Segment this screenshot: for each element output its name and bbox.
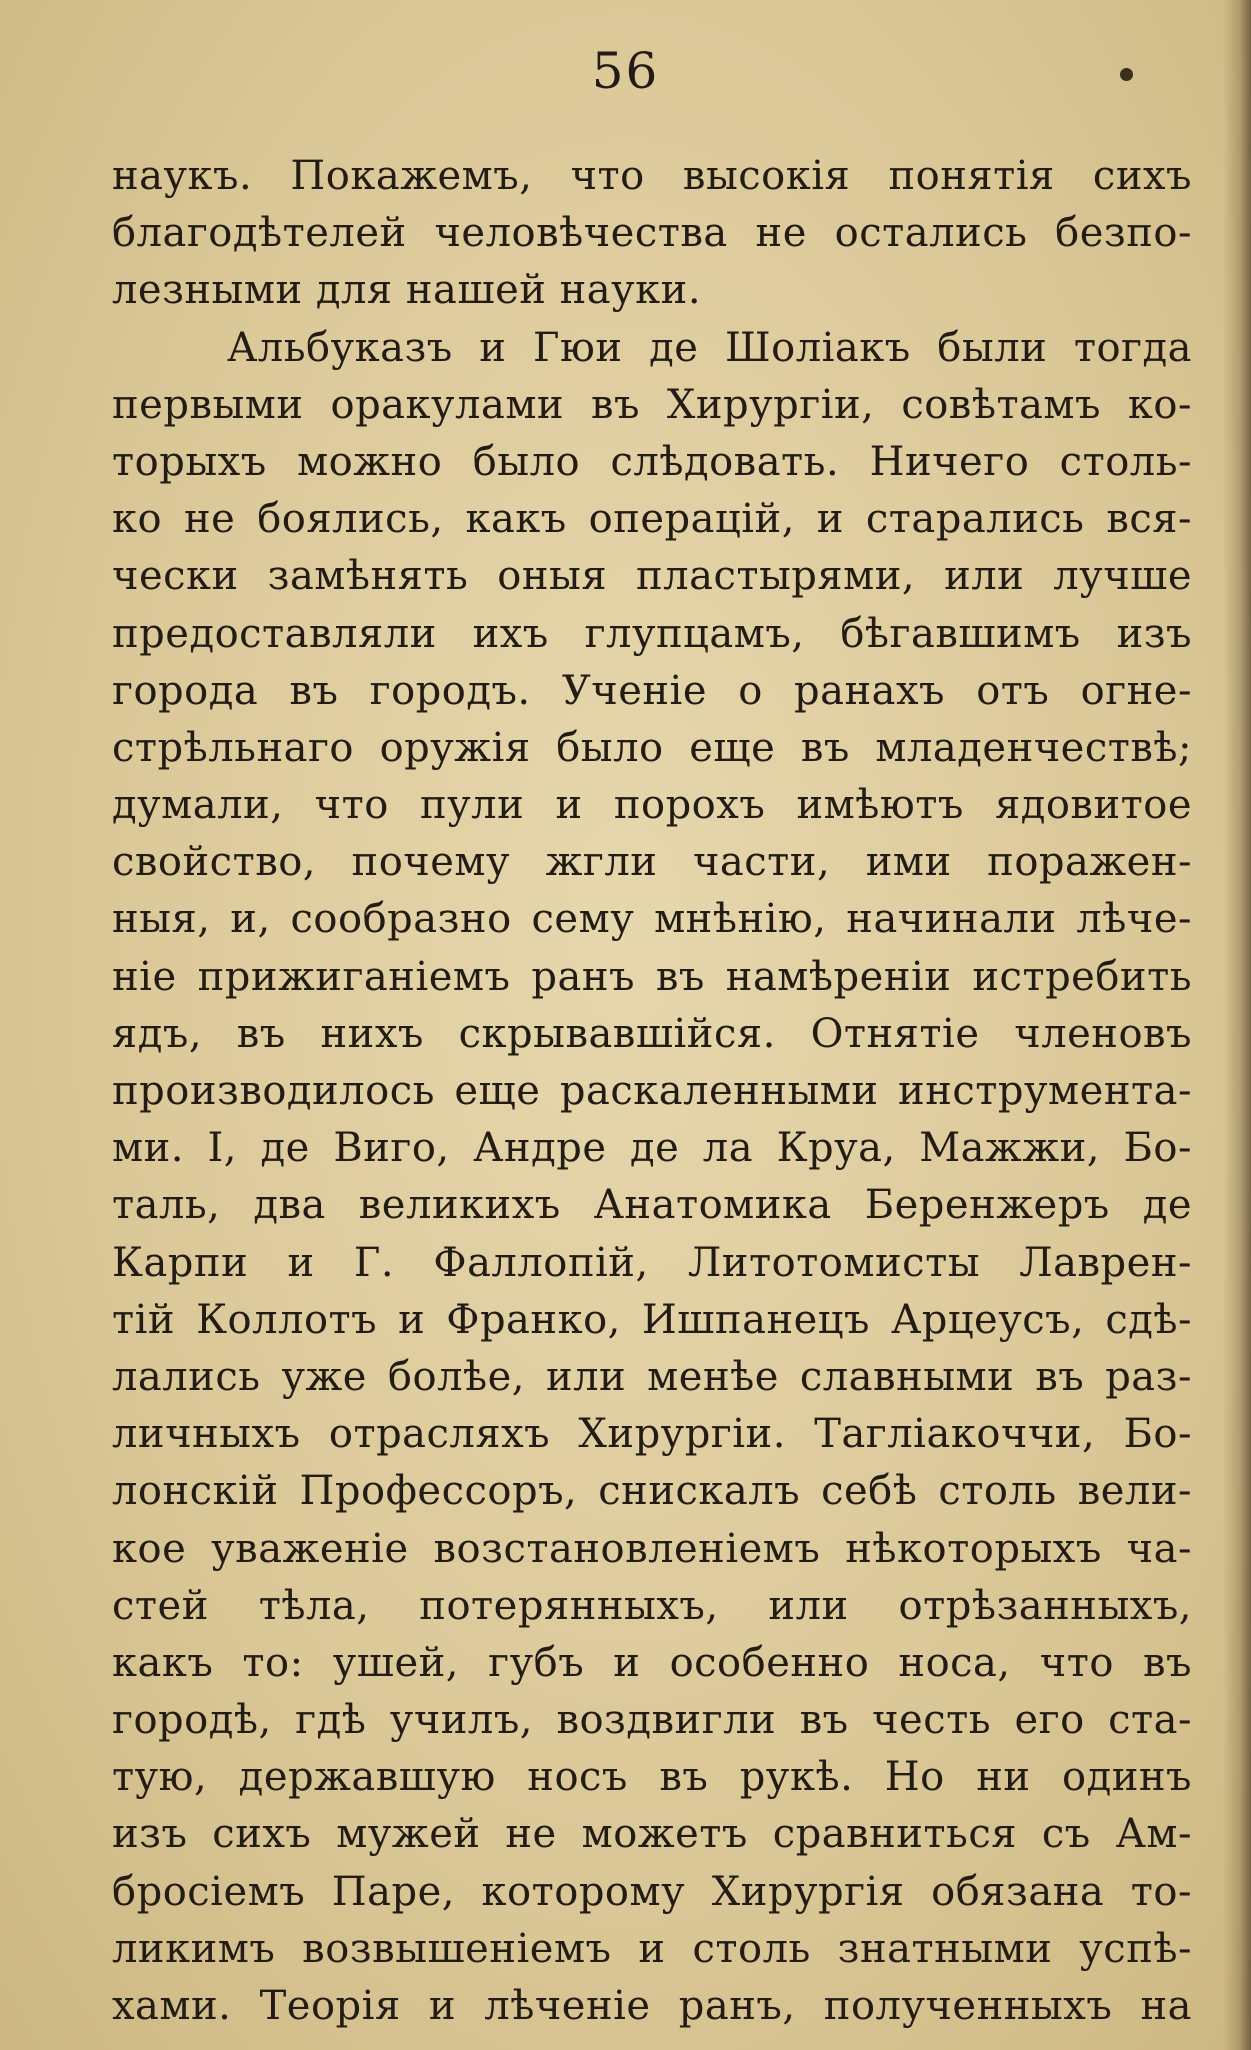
text-line: благодѣтелей человѣчества не остались безпо- — [112, 210, 1192, 257]
text-line: тую, державшую носъ въ рукѣ. Но ни одинъ — [112, 1754, 1192, 1801]
text-line: производилось еще раскаленными инструмента- — [112, 1068, 1192, 1114]
text-line: личныхъ отрасляхъ Хирургіи. Тагліакоччи, Бо- — [112, 1411, 1192, 1458]
text-line: предоставляли ихъ глупцамъ, бѣгавшимъ изъ — [112, 610, 1192, 657]
text-line: чески замѣнять оныя пластырями, или лучше — [112, 553, 1192, 600]
text-line: городѣ, гдѣ училъ, воздвигли въ честь его ста- — [112, 1697, 1192, 1744]
text-line: свойство, почему жгли части, ими поражен- — [112, 839, 1192, 886]
text-line: ми. І, де Виго, Андре де ла Круа, Мажжи, Бо- — [112, 1125, 1192, 1172]
text-line: стрѣльнаго оружія было еще въ младенчествѣ; — [112, 724, 1192, 771]
text-line: таль, два великихъ Анатомика Беренжеръ де — [112, 1182, 1192, 1229]
page-edge-shadow — [1223, 0, 1251, 2050]
text-line: Карпи и Г. Фаллопій, Литотомисты Лаврен- — [112, 1239, 1192, 1286]
text-line: тій Коллотъ и Франко, Ишпанецъ Арцеусъ, сдѣ- — [112, 1296, 1192, 1343]
text-line: наукъ. Покажемъ, что высокія понятія сихъ — [112, 153, 1192, 199]
text-line: стей тѣла, потерянныхъ, или отрѣзанныхъ, — [112, 1582, 1192, 1629]
text-line: ядъ, въ нихъ скрывавшійся. Отнятіе членовъ — [112, 1010, 1192, 1057]
text-line: ныя, и, сообразно сему мнѣнію, начинали лѣче- — [112, 896, 1192, 943]
text-line: изъ сихъ мужей не можетъ сравниться съ Ам- — [112, 1811, 1192, 1858]
text-line: лались уже болѣе, или менѣе славными въ раз- — [112, 1353, 1192, 1400]
text-line: бросіемъ Паре, которому Хирургія обязана то- — [112, 1868, 1192, 1915]
body-text — [112, 148, 1192, 2035]
text-line: ніе прижиганіемъ ранъ въ намѣреніи истребить — [112, 953, 1192, 1000]
text-line: ликимъ возвышеніемъ и столь знатными успѣ- — [112, 1925, 1192, 1972]
page-number: 56 — [591, 42, 660, 100]
text-line: первыми оракулами въ Хирургіи, совѣтамъ ко- — [112, 381, 1192, 428]
text-line: ко не боялись, какъ операцій, и старались вся- — [112, 496, 1192, 543]
text-line: торыхъ можно было слѣдовать. Ничего столь- — [112, 438, 1192, 485]
text-line: думали, что пули и порохъ имѣютъ ядовитое — [112, 782, 1192, 829]
text-line: какъ то: ушей, губъ и особенно носа, что въ — [112, 1639, 1192, 1686]
text-line: хами. Теорія и лѣченіе ранъ, полученныхъ на — [112, 1983, 1192, 2029]
ink-dot — [1120, 68, 1133, 81]
text-line: кое уваженіе возстановленіемъ нѣкоторыхъ ча- — [112, 1525, 1192, 1572]
text-line: города въ городъ. Ученіе о ранахъ отъ огне- — [112, 667, 1192, 714]
text-line: лезными для нашей науки. — [112, 267, 702, 314]
text-line: лонскій Профессоръ, снискалъ себѣ столь вели- — [112, 1468, 1192, 1515]
paragraph-first-line: Альбуказъ и Гюи де Шоліакъ были тогда — [227, 324, 1192, 371]
